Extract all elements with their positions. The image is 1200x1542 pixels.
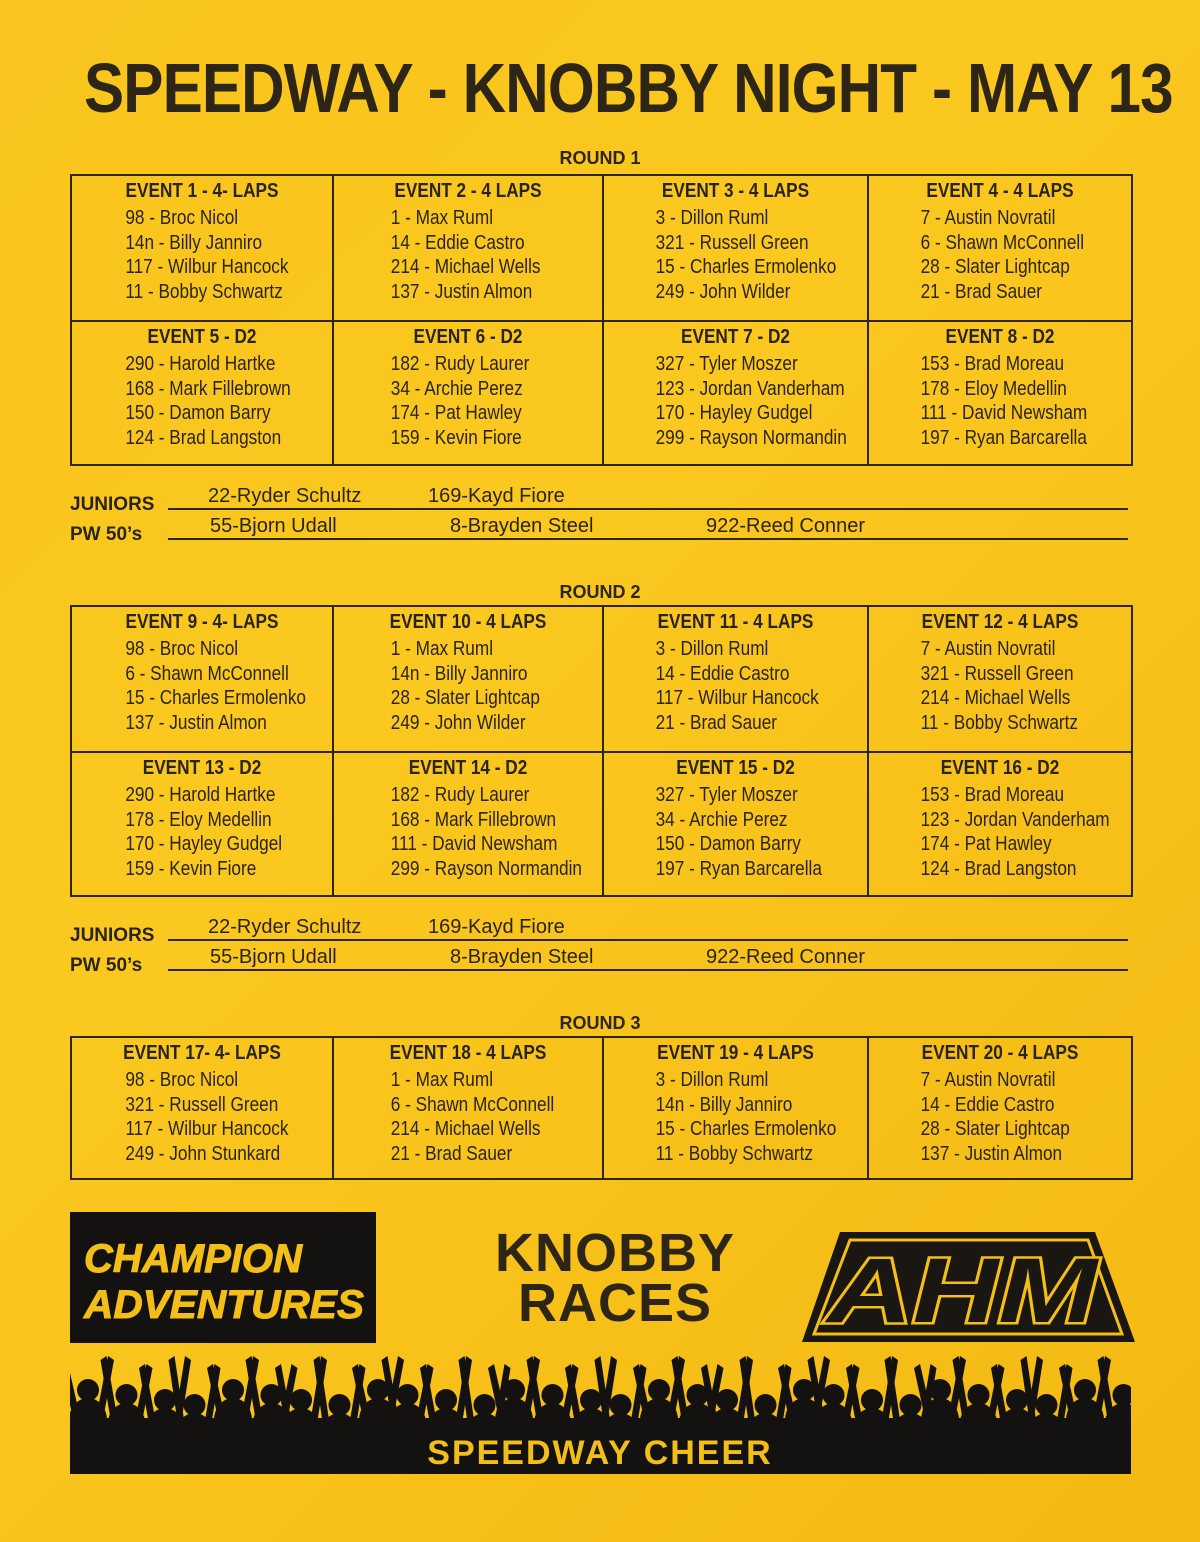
rider-entry: 14 - Eddie Castro bbox=[920, 1093, 1055, 1116]
event-cell bbox=[333, 1037, 603, 1179]
rider-entry: 98 - Broc Nicol bbox=[125, 638, 239, 660]
rider-entry: 153 - Brad Moreau bbox=[920, 784, 1065, 806]
rider-entry: 197 - Ryan Barcarella bbox=[655, 857, 822, 880]
knobby-races-heading bbox=[440, 1223, 790, 1333]
rider-entry: 7 - Austin Novratil bbox=[920, 207, 1056, 229]
rider-entry: 15 - Charles Ermolenko bbox=[655, 256, 837, 278]
rider-entry: 249 - John Wilder bbox=[390, 711, 526, 734]
pw50-rider: 8-Brayden Steel bbox=[450, 946, 594, 968]
rider-entry: 178 - Eloy Medellin bbox=[920, 377, 1067, 400]
round-2-label: ROUND 2 bbox=[559, 582, 641, 602]
rider-entry: 249 - John Wilder bbox=[655, 280, 791, 303]
event-cell bbox=[333, 175, 603, 321]
event-row bbox=[71, 321, 1132, 465]
event-heading: EVENT 13 - D2 bbox=[142, 757, 262, 779]
event-cell bbox=[333, 606, 603, 752]
crowd-silhouette bbox=[70, 1352, 1131, 1474]
logo-left-line-2: ADVENTURES bbox=[82, 1283, 365, 1327]
event-row bbox=[71, 606, 1132, 752]
rider-entry: 1 - Max Ruml bbox=[390, 207, 494, 229]
event-heading: EVENT 20 - 4 LAPS bbox=[921, 1042, 1079, 1064]
page-title: SPEEDWAY - KNOBBY NIGHT - MAY 13 bbox=[84, 49, 1173, 127]
rider-entry: 6 - Shawn McConnell bbox=[125, 662, 289, 685]
rider-entry: 214 - Michael Wells bbox=[920, 687, 1071, 709]
rider-entry: 178 - Eloy Medellin bbox=[125, 808, 272, 831]
rider-entry: 124 - Brad Langston bbox=[125, 426, 282, 449]
event-heading: EVENT 1 - 4- LAPS bbox=[125, 180, 279, 202]
event-cell bbox=[603, 752, 868, 896]
event-cell bbox=[71, 321, 333, 465]
rider-entry: 14 - Eddie Castro bbox=[390, 231, 525, 254]
rider-entry: 14 - Eddie Castro bbox=[655, 662, 790, 685]
rider-entry: 290 - Harold Hartke bbox=[125, 784, 276, 806]
rider-entry: 14n - Billy Janniro bbox=[125, 231, 263, 254]
rider-entry: 15 - Charles Ermolenko bbox=[125, 687, 307, 709]
rider-entry: 7 - Austin Novratil bbox=[920, 638, 1056, 660]
rider-entry: 182 - Rudy Laurer bbox=[390, 784, 530, 806]
rider-entry: 1 - Max Ruml bbox=[390, 1069, 494, 1091]
rider-entry: 11 - Bobby Schwartz bbox=[655, 1142, 814, 1165]
rider-entry: 170 - Hayley Gudgel bbox=[655, 402, 813, 424]
rider-entry: 174 - Pat Hawley bbox=[390, 402, 522, 424]
rider-entry: 117 - Wilbur Hancock bbox=[125, 1118, 289, 1140]
junior-rider: 169-Kayd Fiore bbox=[428, 485, 565, 507]
event-cell bbox=[868, 1037, 1132, 1179]
juniors-label: JUNIORS bbox=[70, 925, 155, 946]
event-heading: EVENT 2 - 4 LAPS bbox=[394, 180, 542, 202]
rider-entry: 150 - Damon Barry bbox=[655, 833, 801, 855]
rider-entry: 321 - Russell Green bbox=[920, 662, 1074, 685]
rider-entry: 21 - Brad Sauer bbox=[920, 280, 1043, 303]
event-heading: EVENT 7 - D2 bbox=[681, 326, 790, 348]
rider-entry: 28 - Slater Lightcap bbox=[920, 1118, 1070, 1140]
rider-entry: 98 - Broc Nicol bbox=[125, 207, 239, 229]
event-heading: EVENT 6 - D2 bbox=[413, 326, 523, 348]
rider-entry: 137 - Justin Almon bbox=[125, 711, 267, 734]
event-heading: EVENT 19 - 4 LAPS bbox=[657, 1042, 814, 1064]
junior-rider: 22-Ryder Schultz bbox=[208, 916, 362, 938]
rider-entry: 3 - Dillon Ruml bbox=[655, 1069, 769, 1091]
pw50-rider: 55-Bjorn Udall bbox=[210, 515, 337, 537]
round-1-label: ROUND 1 bbox=[559, 148, 641, 168]
event-row bbox=[71, 752, 1132, 896]
knobby-line-2: RACES bbox=[517, 1273, 713, 1333]
event-heading: EVENT 15 - D2 bbox=[676, 757, 795, 779]
rider-entry: 214 - Michael Wells bbox=[390, 256, 541, 278]
event-cell bbox=[603, 175, 868, 321]
logo-left-line-1: CHAMPION bbox=[84, 1237, 304, 1281]
event-cell bbox=[333, 321, 603, 465]
rider-entry: 28 - Slater Lightcap bbox=[390, 687, 540, 709]
rider-entry: 327 - Tyler Moszer bbox=[655, 353, 798, 375]
knobby-line-1: KNOBBY bbox=[494, 1223, 735, 1283]
rider-entry: 137 - Justin Almon bbox=[390, 280, 533, 303]
rider-entry: 111 - David Newsham bbox=[920, 402, 1088, 424]
event-heading: EVENT 12 - 4 LAPS bbox=[921, 611, 1079, 633]
event-heading: EVENT 8 - D2 bbox=[945, 326, 1055, 348]
event-cell bbox=[868, 321, 1132, 465]
rider-entry: 153 - Brad Moreau bbox=[920, 353, 1065, 375]
rider-entry: 34 - Archie Perez bbox=[390, 377, 523, 400]
rider-entry: 159 - Kevin Fiore bbox=[390, 426, 522, 449]
rider-entry: 214 - Michael Wells bbox=[390, 1118, 541, 1140]
event-cell bbox=[868, 175, 1132, 321]
event-cell bbox=[333, 752, 603, 896]
event-cell bbox=[603, 1037, 868, 1179]
event-cell bbox=[603, 606, 868, 752]
rider-entry: 117 - Wilbur Hancock bbox=[125, 256, 289, 278]
rider-entry: 321 - Russell Green bbox=[655, 231, 809, 254]
rider-entry: 98 - Broc Nicol bbox=[125, 1069, 239, 1091]
rider-entry: 174 - Pat Hawley bbox=[920, 833, 1052, 855]
event-heading: EVENT 5 - D2 bbox=[147, 326, 257, 348]
event-heading: EVENT 3 - 4 LAPS bbox=[661, 180, 810, 202]
event-row bbox=[71, 175, 1132, 321]
pw50-label: PW 50’s bbox=[70, 955, 143, 976]
rider-entry: 21 - Brad Sauer bbox=[655, 711, 778, 734]
rider-entry: 124 - Brad Langston bbox=[920, 857, 1077, 880]
rider-entry: 14n - Billy Janniro bbox=[655, 1093, 793, 1116]
rider-entry: 123 - Jordan Vanderham bbox=[655, 377, 845, 400]
event-cell bbox=[71, 175, 333, 321]
round-2-table bbox=[70, 605, 1133, 897]
event-cell bbox=[71, 606, 333, 752]
pw50-label: PW 50’s bbox=[70, 524, 143, 545]
rider-entry: 197 - Ryan Barcarella bbox=[920, 426, 1087, 449]
event-cell bbox=[71, 1037, 333, 1179]
round-3-table bbox=[70, 1036, 1133, 1180]
rider-entry: 137 - Justin Almon bbox=[920, 1142, 1063, 1165]
round-3-label: ROUND 3 bbox=[559, 1013, 641, 1033]
event-heading: EVENT 18 - 4 LAPS bbox=[389, 1042, 547, 1064]
event-heading: EVENT 16 - D2 bbox=[940, 757, 1060, 779]
rider-entry: 168 - Mark Fillebrown bbox=[390, 808, 557, 831]
pw50-line-round-2 bbox=[70, 943, 1128, 976]
juniors-line-round-1 bbox=[70, 482, 1128, 515]
rider-entry: 299 - Rayson Normandin bbox=[390, 857, 582, 880]
speedway-cheer-banner bbox=[70, 1352, 1131, 1474]
event-cell bbox=[603, 321, 868, 465]
rider-entry: 321 - Russell Green bbox=[125, 1093, 279, 1116]
event-heading: EVENT 14 - D2 bbox=[408, 757, 528, 779]
event-heading: EVENT 4 - 4 LAPS bbox=[926, 180, 1074, 202]
rider-entry: 168 - Mark Fillebrown bbox=[125, 377, 291, 400]
rider-entry: 159 - Kevin Fiore bbox=[125, 857, 257, 880]
rider-entry: 21 - Brad Sauer bbox=[390, 1142, 513, 1165]
rider-entry: 123 - Jordan Vanderham bbox=[920, 808, 1110, 831]
pw50-line-round-1 bbox=[70, 512, 1128, 545]
junior-rider: 169-Kayd Fiore bbox=[428, 916, 565, 938]
junior-rider: 22-Ryder Schultz bbox=[208, 485, 362, 507]
juniors-line-round-2 bbox=[70, 913, 1128, 946]
rider-entry: 3 - Dillon Ruml bbox=[655, 207, 769, 229]
rider-entry: 6 - Shawn McConnell bbox=[920, 231, 1085, 254]
rider-entry: 14n - Billy Janniro bbox=[390, 662, 528, 685]
pw50-rider: 922-Reed Conner bbox=[706, 946, 865, 968]
round-1-table bbox=[70, 174, 1133, 466]
crowd-caption: SPEEDWAY CHEER bbox=[427, 1434, 773, 1472]
rider-entry: 327 - Tyler Moszer bbox=[655, 784, 798, 806]
rider-entry: 6 - Shawn McConnell bbox=[390, 1093, 555, 1116]
rider-entry: 290 - Harold Hartke bbox=[125, 353, 276, 375]
rider-entry: 111 - David Newsham bbox=[390, 833, 558, 855]
event-cell bbox=[868, 606, 1132, 752]
rider-entry: 249 - John Stunkard bbox=[125, 1142, 281, 1165]
rider-entry: 34 - Archie Perez bbox=[655, 808, 788, 831]
event-heading: EVENT 11 - 4 LAPS bbox=[657, 611, 814, 633]
rider-entry: 11 - Bobby Schwartz bbox=[920, 711, 1079, 734]
rider-entry: 28 - Slater Lightcap bbox=[920, 256, 1070, 278]
event-heading: EVENT 10 - 4 LAPS bbox=[389, 611, 547, 633]
rider-entry: 299 - Rayson Normandin bbox=[655, 426, 847, 449]
pw50-rider: 8-Brayden Steel bbox=[450, 515, 594, 537]
ahm-logo bbox=[790, 1228, 1135, 1346]
rider-entry: 170 - Hayley Gudgel bbox=[125, 833, 283, 855]
rider-entry: 15 - Charles Ermolenko bbox=[655, 1118, 837, 1140]
pw50-rider: 922-Reed Conner bbox=[706, 515, 865, 537]
champion-adventures-logo bbox=[70, 1212, 376, 1343]
pw50-rider: 55-Bjorn Udall bbox=[210, 946, 337, 968]
rider-entry: 3 - Dillon Ruml bbox=[655, 638, 769, 660]
event-cell bbox=[868, 752, 1132, 896]
rider-entry: 11 - Bobby Schwartz bbox=[125, 280, 283, 303]
event-row bbox=[71, 1037, 1132, 1179]
ahm-text: AHM bbox=[824, 1240, 1101, 1342]
event-heading: EVENT 9 - 4- LAPS bbox=[125, 611, 279, 633]
rider-entry: 7 - Austin Novratil bbox=[920, 1069, 1056, 1091]
rider-entry: 1 - Max Ruml bbox=[390, 638, 494, 660]
rider-entry: 150 - Damon Barry bbox=[125, 402, 271, 424]
rider-entry: 182 - Rudy Laurer bbox=[390, 353, 530, 375]
event-heading: EVENT 17- 4- LAPS bbox=[123, 1042, 281, 1064]
event-cell bbox=[71, 752, 333, 896]
juniors-label: JUNIORS bbox=[70, 494, 155, 515]
rider-entry: 117 - Wilbur Hancock bbox=[655, 687, 819, 709]
